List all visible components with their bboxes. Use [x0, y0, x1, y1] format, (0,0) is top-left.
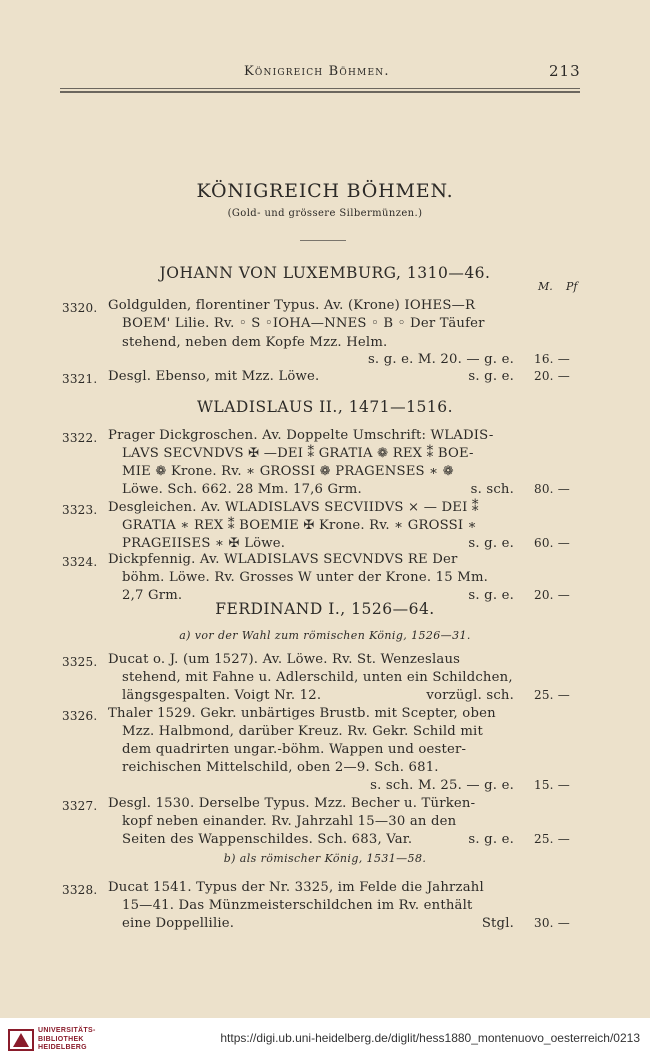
column-head-mark: M.	[538, 280, 553, 293]
catalogue-line	[0, 482, 650, 500]
catalogue-line	[0, 500, 650, 518]
section-heading-wladislaus: WLADISLAUS II., 1471—1516.	[196, 398, 454, 416]
main-subtitle: (Gold- und grössere Silbermünzen.)	[227, 208, 423, 219]
viewer-footer	[0, 1018, 650, 1063]
lot-description: GRATIA ∗ REX ⁑ BOEMIE ✠ Krone. Rv. ∗ GROSSI ∗	[122, 518, 477, 533]
lot-description: Desgl. Ebenso, mit Mzz. Löwe.	[108, 369, 320, 384]
lot-description: Thaler 1529. Gekr. unbärtiges Brustb. mit Scepter, oben	[108, 706, 496, 721]
catalogue-line	[0, 724, 650, 742]
lot-price: 20. —	[534, 588, 570, 602]
lot-condition: s. g. e.	[468, 369, 514, 384]
catalogue-line	[0, 778, 650, 796]
catalogue-line	[0, 464, 650, 482]
university-logo-icon	[8, 1027, 34, 1053]
lot-price: 80. —	[534, 482, 570, 496]
lot-condition: s. sch.	[470, 482, 514, 497]
lot-condition: s. g. e.	[468, 832, 514, 847]
lot-number: 3324.	[62, 555, 98, 569]
lot-condition: Stgl.	[481, 916, 514, 931]
lot-condition: vorzügl. sch.	[426, 688, 514, 703]
lot-description: Prager Dickgroschen. Av. Doppelte Umschrift: WLADIS-	[108, 428, 494, 443]
lot-description: Goldgulden, florentiner Typus. Av. (Krone) IOHES—R	[108, 298, 476, 313]
lot-condition: s. g. e.	[468, 588, 514, 603]
main-title: KÖNIGREICH BÖHMEN.	[196, 180, 454, 202]
lot-description: kopf neben einander. Rv. Jahrzahl 15—30 an den	[122, 814, 457, 829]
catalogue-line	[0, 706, 650, 724]
section-heading-johann: JOHANN VON LUXEMBURG, 1310—46.	[159, 264, 491, 282]
catalogue-line	[0, 369, 650, 387]
lot-description: Desgl. 1530. Derselbe Typus. Mzz. Becher u. Türken-	[108, 796, 476, 811]
lot-description: eine Doppellilie.	[122, 916, 235, 931]
page-url-link[interactable]: https://digi.ub.uni-heidelberg.de/diglit/hess1880_montenuovo_oesterreich/0213	[220, 1031, 640, 1045]
lot-description: stehend, mit Fahne u. Adlerschild, unten ein Schildchen,	[122, 670, 513, 685]
lot-price: 15. —	[534, 778, 570, 792]
lot-description: dem quadrirten ungar.-böhm. Wappen und oester-	[122, 742, 467, 757]
catalogue-line	[0, 652, 650, 670]
running-header-title: Königreich Böhmen.	[244, 64, 390, 79]
section-heading-ferdinand: FERDINAND I., 1526—64.	[215, 600, 435, 618]
lot-description: 2,7 Grm.	[122, 588, 183, 603]
catalogue-line	[0, 916, 650, 934]
catalogue-line	[0, 742, 650, 760]
catalogue-line	[0, 898, 650, 916]
lot-description: stehend, neben dem Kopfe Mzz. Helm.	[122, 335, 388, 350]
catalogue-line	[0, 832, 650, 850]
catalogue-line	[0, 552, 650, 570]
lot-number: 3320.	[62, 301, 98, 315]
header-rule-thick	[60, 91, 580, 93]
catalogue-line	[0, 316, 650, 334]
lot-condition: s. g. e. M. 20. — g. e.	[367, 352, 514, 367]
lot-price: 30. —	[534, 916, 570, 930]
lot-description: MIE ❁ Krone. Rv. ∗ GROSSI ❁ PRAGENSES ∗ ❁	[122, 464, 454, 479]
lot-number: 3322.	[62, 431, 98, 445]
lot-description: böhm. Löwe. Rv. Grosses W unter der Krone. 15 Mm.	[122, 570, 489, 585]
title-divider	[300, 240, 346, 241]
lot-price: 25. —	[534, 688, 570, 702]
lot-price: 60. —	[534, 536, 570, 550]
running-header	[0, 62, 650, 78]
lot-description: PRAGEIISES ∗ ✠ Löwe.	[122, 536, 286, 551]
catalogue-line	[0, 880, 650, 898]
lot-description: Desgleichen. Av. WLADISLAVS SECVIIDVS × — DEI ⁑	[108, 500, 479, 515]
lot-description: Ducat 1541. Typus der Nr. 3325, im Felde die Jahrzahl	[108, 880, 484, 895]
lot-description: Dickpfennig. Av. WLADISLAVS SECVNDVS RE Der	[108, 552, 458, 567]
lot-price: 16. —	[534, 352, 570, 366]
lot-condition: s. sch. M. 25. — g. e.	[370, 778, 514, 793]
lot-description: längsgespalten. Voigt Nr. 12.	[122, 688, 322, 703]
lot-number: 3325.	[62, 655, 98, 669]
lot-number: 3328.	[62, 883, 98, 897]
lot-price: 25. —	[534, 832, 570, 846]
lot-description: Ducat o. J. (um 1527). Av. Löwe. Rv. St. Wenzeslaus	[108, 652, 461, 667]
header-rule-thin	[60, 88, 580, 89]
lot-description: Seiten des Wappenschildes. Sch. 683, Var.	[122, 832, 413, 847]
catalogue-line	[0, 298, 650, 316]
catalogue-line	[0, 428, 650, 446]
lot-number: 3327.	[62, 799, 98, 813]
catalogue-line	[0, 518, 650, 536]
catalogue-line	[0, 688, 650, 706]
page-number: 213	[549, 62, 581, 80]
catalogue-line	[0, 352, 650, 370]
catalogue-line	[0, 570, 650, 588]
catalogue-line	[0, 446, 650, 464]
subsection-heading-a: a) vor der Wahl zum römischen König, 1526—31.	[179, 629, 471, 642]
catalogue-line	[0, 814, 650, 832]
column-head-pf: Pf	[566, 280, 578, 293]
catalogue-line	[0, 760, 650, 778]
lot-description: reichischen Mittelschild, oben 2—9. Sch. 681.	[122, 760, 439, 775]
lot-description: Löwe. Sch. 662. 28 Mm. 17,6 Grm.	[122, 482, 362, 497]
catalogue-line	[0, 588, 650, 606]
catalogue-line	[0, 335, 650, 353]
lot-number: 3323.	[62, 503, 98, 517]
lot-description: LAVS SECVNDVS ✠ —DEI ⁑ GRATIA ❁ REX ⁑ BOE-	[122, 446, 474, 461]
subsection-heading-b: b) als römischer König, 1531—58.	[223, 852, 427, 865]
lot-description: BOEM' Lilie. Rv. ◦ S ◦IOHA—NNES ◦ B ◦ Der Täufer	[122, 316, 485, 331]
lot-description: 15—41. Das Münzmeisterschildchen im Rv. enthält	[122, 898, 473, 913]
lot-number: 3326.	[62, 709, 98, 723]
lot-price: 20. —	[534, 369, 570, 383]
lot-description: Mzz. Halbmond, darüber Kreuz. Rv. Gekr. Schild mit	[122, 724, 483, 739]
lot-condition: s. g. e.	[468, 536, 514, 551]
catalogue-line	[0, 796, 650, 814]
library-logo-text: UNIVERSITÄTS- BIBLIOTHEK HEIDELBERG	[38, 1027, 96, 1051]
lot-number: 3321.	[62, 372, 98, 386]
catalogue-line	[0, 670, 650, 688]
